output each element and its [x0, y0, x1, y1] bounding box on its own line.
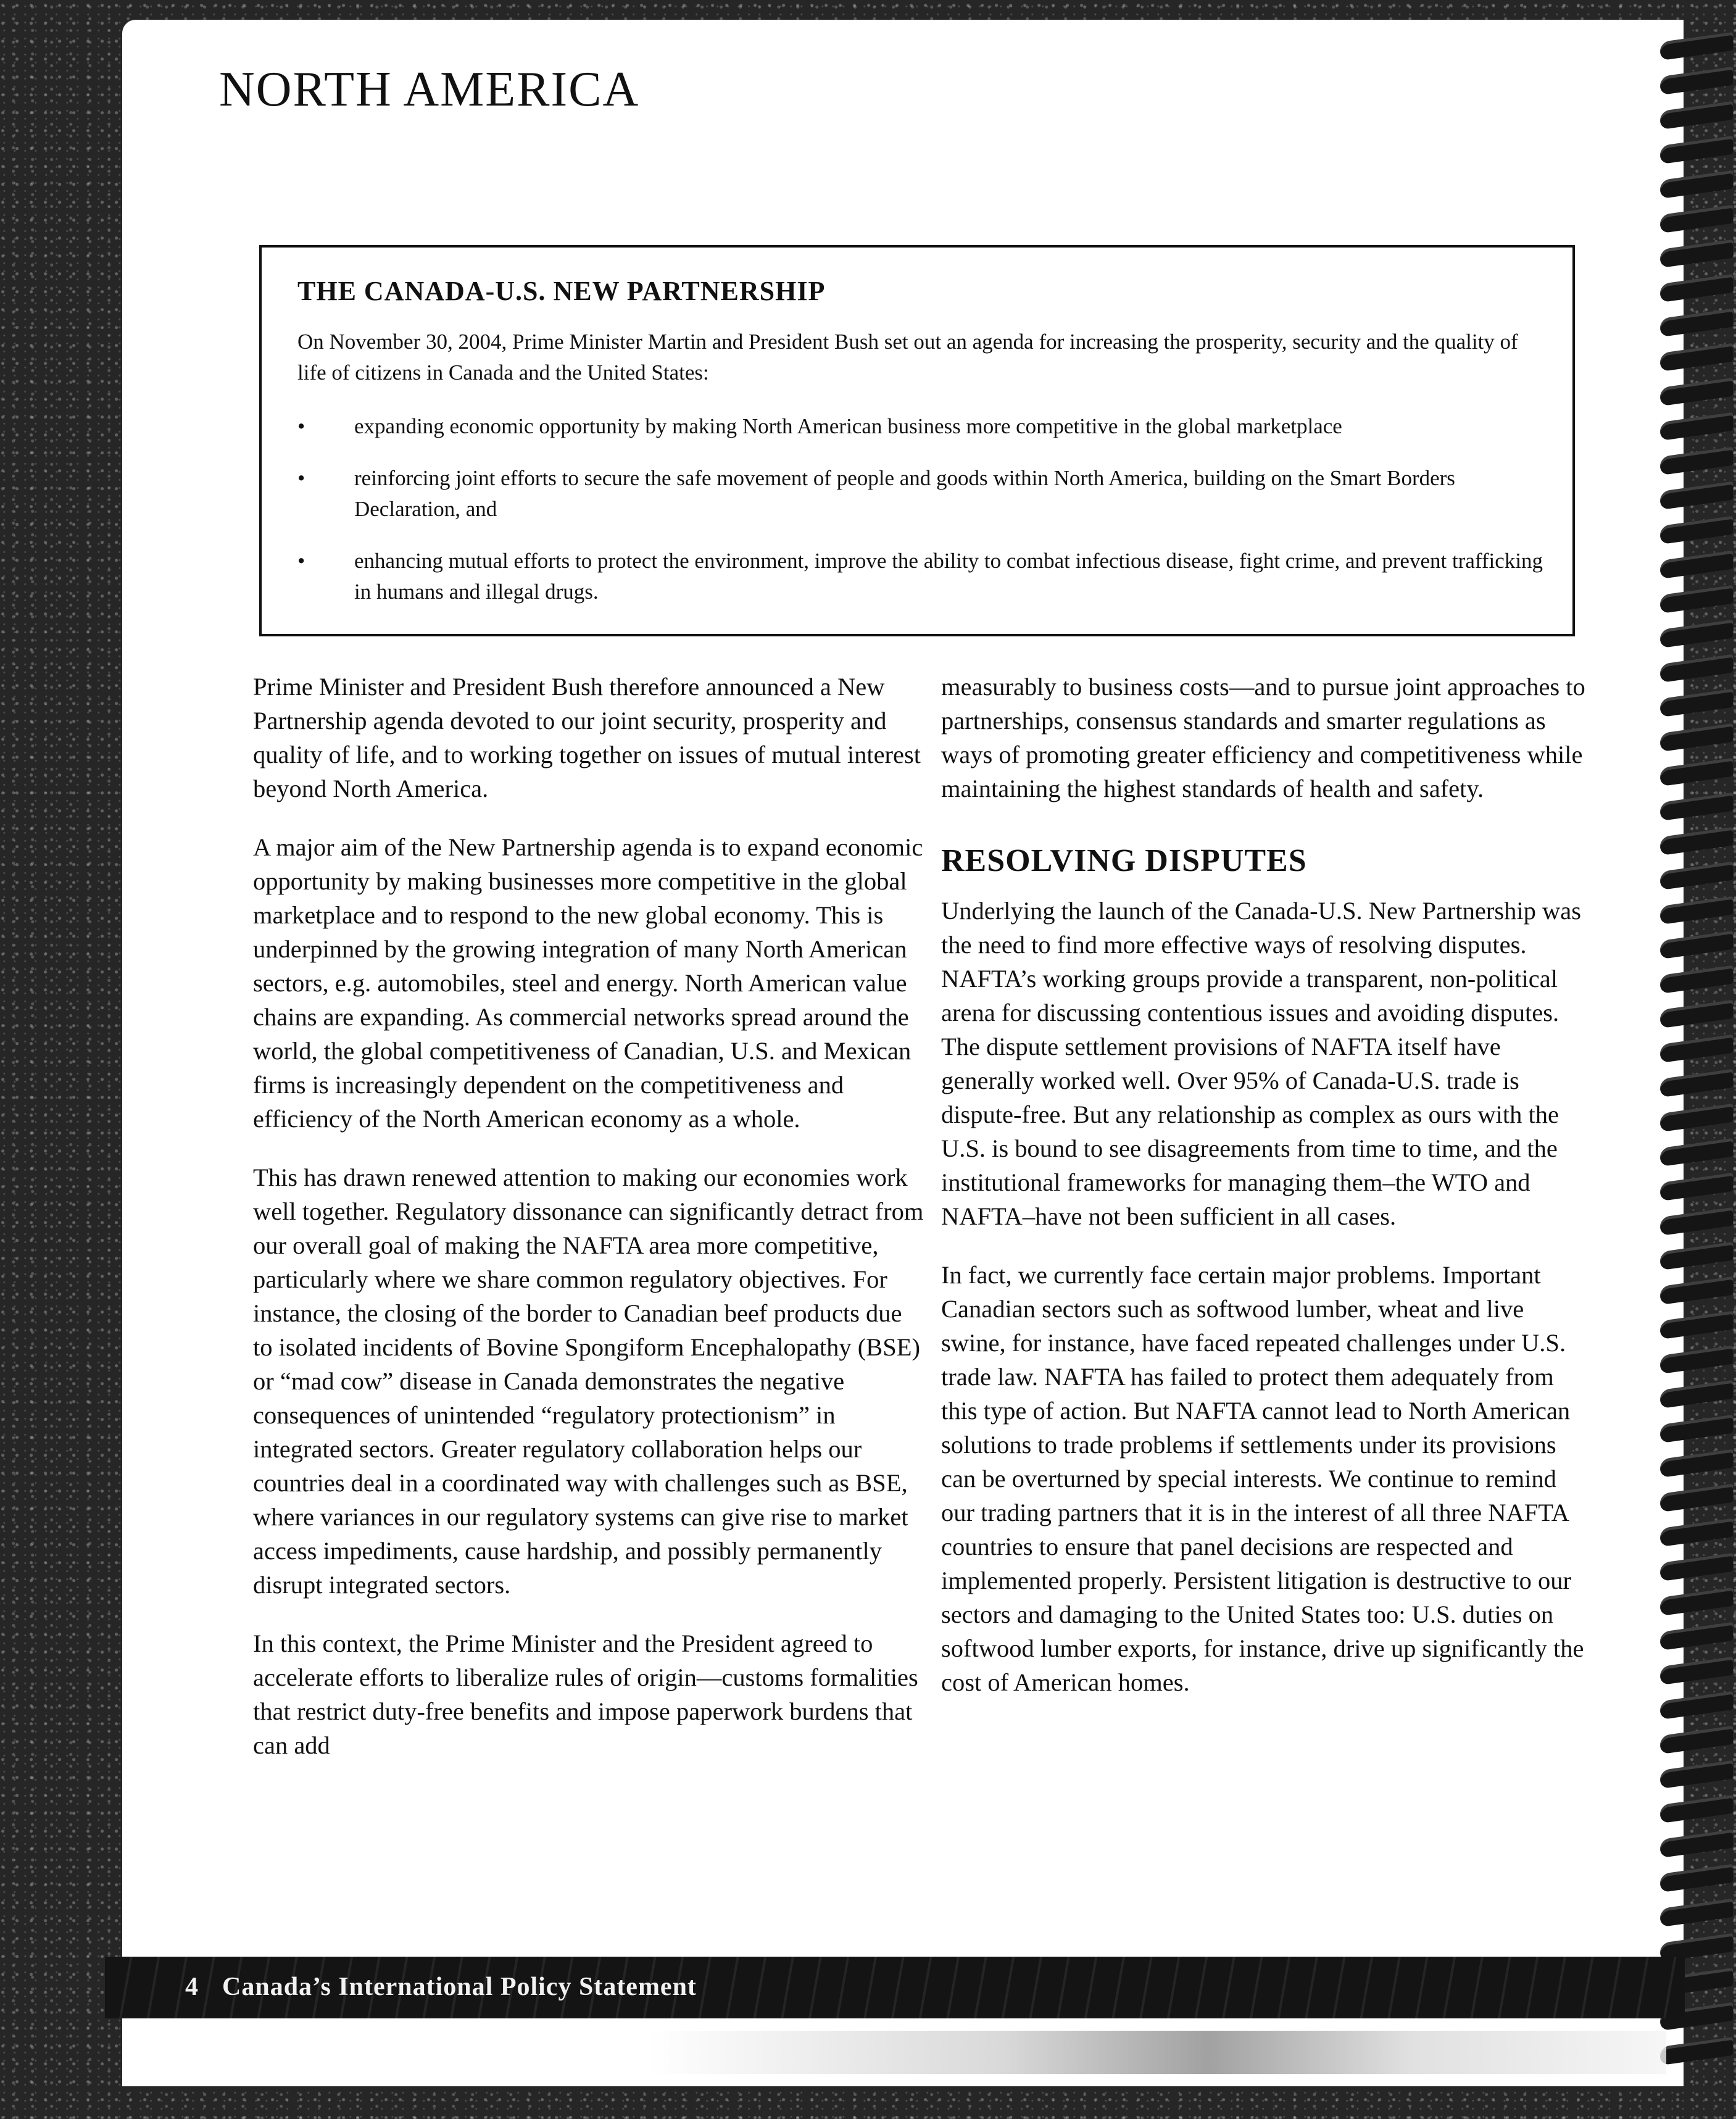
list-item	[297, 546, 1550, 607]
coil-icon	[1660, 170, 1733, 199]
coil-icon	[1660, 1035, 1733, 1064]
coil-icon	[1660, 1553, 1733, 1582]
coil-icon	[1660, 481, 1733, 510]
publication-title: Canada’s International Policy Statement	[222, 1973, 697, 2001]
bullet-text: reinforcing joint efforts to secure the safe movement of people and goods within North America, building on the Smart Borders Declaration, and	[354, 466, 1455, 521]
coil-icon	[1660, 620, 1733, 649]
coil-icon	[1660, 516, 1733, 545]
coil-icon	[1660, 412, 1733, 441]
coil-icon	[1660, 1449, 1733, 1478]
coil-icon	[1660, 1138, 1733, 1167]
coil-icon	[1660, 32, 1733, 61]
paragraph: This has drawn renewed attention to making our economies work well together. Regulatory dissonance can significantly detract from our overall goal of making the NAFTA area more competitive, particularly where we share common regulatory objectives. For instance, the closing of the border to Canadian beef products due to isolated incidents of Bovine Spongiform Encephalopathy (BSE) or “mad cow” disease in Canada demonstrates the negative consequences of unintended “regulatory protectionism” in integrated sectors. Greater regulatory collaboration helps our countries deal in a coordinated way with challenges such as BSE, where variances in our regulatory systems can give rise to market access impediments, cause hardship, and possibly permanently disrupt integrated sectors.	[253, 1164, 924, 1599]
right-column	[941, 670, 1586, 1724]
scan-streak	[648, 2031, 1666, 2074]
coil-icon	[1660, 1691, 1733, 1720]
coil-icon	[1660, 723, 1733, 752]
coil-icon	[1660, 1207, 1733, 1236]
box-bullet-list	[297, 411, 1550, 628]
page-number: 4	[185, 1973, 199, 2001]
coil-icon	[1660, 1104, 1733, 1133]
coil-icon	[1660, 343, 1733, 372]
coil-icon	[1660, 1276, 1733, 1305]
box-title: THE CANADA-U.S. NEW PARTNERSHIP	[297, 276, 826, 306]
coil-icon	[1660, 1518, 1733, 1547]
coil-icon	[1660, 1622, 1733, 1651]
coil-icon	[1660, 2037, 1733, 2066]
coil-icon	[1660, 378, 1733, 407]
coil-icon	[1660, 1588, 1733, 1617]
coil-icon	[1660, 205, 1733, 234]
coil-icon	[1660, 1415, 1733, 1444]
coil-icon	[1660, 101, 1733, 130]
coil-icon	[1660, 654, 1733, 683]
coil-icon	[1660, 1380, 1733, 1409]
spiral-binding	[1660, 25, 1736, 2086]
coil-icon	[1660, 862, 1733, 891]
box-intro: On November 30, 2004, Prime Minister Martin and President Bush set out an agenda for increasing the prosperity, security and the quality of life of citizens in Canada and the United States:	[297, 330, 1518, 385]
coil-icon	[1660, 1795, 1733, 1824]
coil-icon	[1660, 1657, 1733, 1686]
bullet-icon: •	[297, 466, 305, 490]
coil-icon	[1660, 1311, 1733, 1340]
paragraph: A major aim of the New Partnership agenda is to expand economic opportunity by making businesses more competitive in the global marketplace and to respond to the new global economy. This is underpinned by the growing integration of many North American sectors, e.g. automobiles, steel and energy. North American value chains are expanding. As commercial networks spread around the world, the global competitiveness of Canadian, U.S. and Mexican firms is increasingly dependent on the competitiveness and efficiency of the North American economy as a whole.	[253, 833, 923, 1133]
left-column	[253, 670, 926, 1787]
coil-icon	[1660, 896, 1733, 925]
list-item	[297, 463, 1550, 525]
coil-icon	[1660, 274, 1733, 303]
paragraph: measurably to business costs—and to pursue joint approaches to partnerships, consensus standards and smarter regulations as ways of promoting greater efficiency and competitiveness while maintaining the highest standards of health and safety.	[941, 673, 1585, 802]
coil-icon	[1660, 1173, 1733, 1202]
coil-icon	[1660, 1346, 1733, 1375]
section-heading: RESOLVING DISPUTES	[941, 843, 1307, 878]
paragraph: Underlying the launch of the Canada-U.S. New Partnership was the need to find more effective ways of resolving disputes. NAFTA’s working groups provide a transparent, non-political arena for discussing contentious issues and avoiding disputes. The dispute settlement provisions of NAFTA itself have generally worked well. Over 95% of Canada-U.S. trade is dispute-free. But any relationship as complex as ours with the U.S. is bound to see disagreements from time to time, and the institutional frameworks for managing them–the WTO and NAFTA–have not been sufficient in all cases.	[941, 897, 1581, 1230]
coil-icon	[1660, 1830, 1733, 1859]
paragraph: Prime Minister and President Bush therefore announced a New Partnership agenda devoted to our joint security, prosperity and quality of life, and to working together on issues of mutual interest beyond North America.	[253, 673, 921, 802]
coil-icon	[1660, 827, 1733, 856]
bullet-icon: •	[297, 549, 305, 573]
coil-icon	[1660, 1069, 1733, 1098]
coil-icon	[1660, 1864, 1733, 1893]
bullet-text: enhancing mutual efforts to protect the environment, improve the ability to combat infectious disease, fight crime, and prevent trafficking in humans and illegal drugs.	[354, 549, 1543, 604]
coil-icon	[1660, 689, 1733, 718]
coil-icon	[1660, 585, 1733, 614]
partnership-box	[259, 245, 1575, 636]
coil-icon	[1660, 1000, 1733, 1029]
footer	[185, 1972, 697, 2002]
coil-icon	[1660, 931, 1733, 960]
coil-icon	[1660, 67, 1733, 96]
coil-icon	[1660, 965, 1733, 994]
coil-icon	[1660, 793, 1733, 822]
coil-icon	[1660, 1760, 1733, 1789]
coil-icon	[1660, 1899, 1733, 1928]
coil-icon	[1660, 1484, 1733, 1513]
coil-icon	[1660, 551, 1733, 580]
coil-icon	[1660, 1242, 1733, 1271]
bullet-text: expanding economic opportunity by making North American business more competitive in the global marketplace	[354, 414, 1342, 438]
coil-icon	[1660, 758, 1733, 787]
coil-icon	[1660, 239, 1733, 269]
coil-icon	[1660, 309, 1733, 338]
bullet-icon: •	[297, 414, 305, 438]
paragraph: In fact, we currently face certain major problems. Important Canadian sectors such as softwood lumber, wheat and live swine, for instance, have faced repeated challenges under U.S. trade law. NAFTA has failed to protect them adequately from this type of action. But NAFTA cannot lead to North American solutions to trade problems if settlements under its provisions can be overturned by special interests. We continue to remind our trading partners that it is in the interest of all three NAFTA countries to ensure that panel decisions are respected and implemented properly. Persistent litigation is destructive to our sectors and damaging to the United States too: U.S. duties on softwood lumber exports, for instance, drive up significantly the cost of American homes.	[941, 1261, 1584, 1696]
coil-icon	[1660, 1726, 1733, 1755]
list-item	[297, 411, 1550, 442]
coil-icon	[1660, 447, 1733, 476]
page-title: NORTH AMERICA	[219, 62, 640, 117]
coil-icon	[1660, 136, 1733, 165]
paragraph: In this context, the Prime Minister and the President agreed to accelerate efforts to liberalize rules of origin—customs formalities that restrict duty-free benefits and impose paperwork burdens that can add	[253, 1630, 918, 1759]
